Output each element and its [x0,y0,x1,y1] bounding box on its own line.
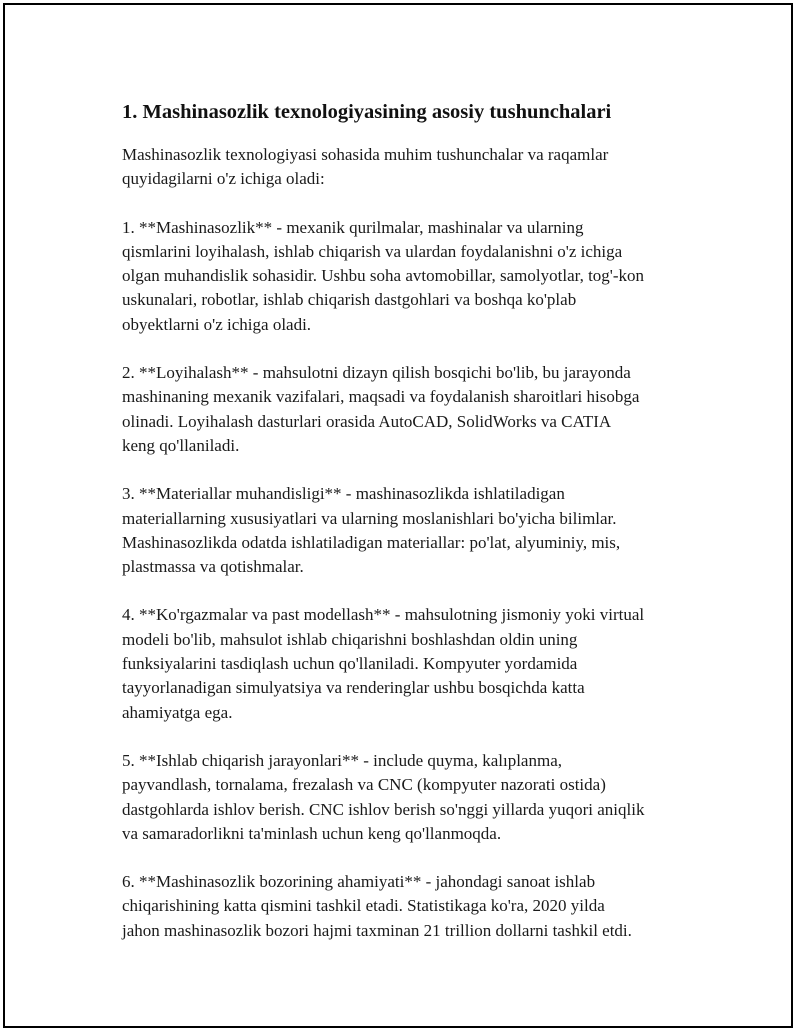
paragraph-line: mashinaning mexanik vazifalari, maqsadi va foydalanish sharoitlari hisobga [122,387,640,407]
paragraph-line: obyektlarni o'z ichiga oladi. [122,314,312,334]
paragraph-line: 2. **Loyihalash** - mahsulotni dizayn qilish bosqichi bo'lib, bu jarayonda [122,363,631,383]
intro-paragraph [122,143,682,192]
paragraph-line: jahon mashinasozlik bozori hajmi taxminan 21 trillion dollarni tashkil etdi. [122,920,632,940]
paragraph-line: materiallarning xususiyatlari va ularning moslanishlari bo'yicha bilimlar. [122,508,617,528]
paragraph-line: olinadi. Loyihalash dasturlari orasida AutoCAD, SolidWorks va CATIA [122,411,612,431]
paragraph-line: Mashinasozlikda odatda ishlatiladigan materiallar: po'lat, alyuminiy, mis, [122,532,621,552]
item-1-paragraph [122,216,682,337]
paragraph-line: uskunalari, robotlar, ishlab chiqarish dastgohlari va boshqa ko'plab [122,290,577,310]
paragraph-line: tayyorlanadigan simulyatsiya va renderinglar ushbu bosqichda katta [122,678,585,698]
paragraph-line: 4. **Ko'rgazmalar va past modellash** - mahsulotning jismoniy yoki virtual [122,605,645,625]
document-page [3,3,793,1028]
paragraph-line: payvandlash, tornalama, frezalash va CNC (kompyuter nazorati ostida) [122,775,606,795]
item-6-paragraph [122,870,682,943]
paragraph-line: 1. **Mashinasozlik** - mexanik qurilmalar, mashinalar va ularning [122,217,584,237]
paragraph-line: 3. **Materiallar muhandisligi** - mashinasozlikda ishlatiladigan [122,484,565,504]
paragraph-line: chiqarishining katta qismini tashkil etadi. Statistikaga ko'ra, 2020 yilda [122,896,605,916]
document-content [122,99,682,967]
item-5-paragraph [122,749,682,846]
paragraph-line: 6. **Mashinasozlik bozorining ahamiyati** - jahondagi sanoat ishlab [122,872,596,892]
item-2-paragraph [122,361,682,458]
paragraph-line: Mashinasozlik texnologiyasi sohasida muhim tushunchalar va raqamlar [122,145,609,164]
paragraph-line: dastgohlarda ishlov berish. CNC ishlov berish so'nggi yillarda yuqori aniqlik [122,799,645,819]
paragraph-line: keng qo'llaniladi. [122,435,240,455]
paragraph-line: plastmassa va qotishmalar. [122,557,304,577]
paragraph-line: modeli bo'lib, mahsulot ishlab chiqarishni boshlashdan oldin uning [122,629,578,649]
paragraph-line: qismlarini loyihalash, ishlab chiqarish va ulardan foydalanishni o'z ichiga [122,241,623,261]
paragraph-line: quyidagilarni o'z ichiga oladi: [122,169,325,189]
paragraph-line: ahamiyatga ega. [122,702,233,722]
section-heading: 1. Mashinasozlik texnologiyasining asosiy tushunchalari [122,101,612,123]
paragraph-line: 5. **Ishlab chiqarish jarayonlari** - include quyma, kalıplanma, [122,750,562,770]
item-4-paragraph [122,603,682,724]
paragraph-line: olgan muhandislik sohasidir. Ushbu soha avtomobillar, samolyotlar, tog'-kon [122,266,645,286]
paragraph-line: funksiyalarini tasdiqlash uchun qo'llaniladi. Kompyuter yordamida [122,654,578,674]
paragraph-line: va samaradorlikni ta'minlash uchun keng qo'llanmoqda. [122,823,502,843]
item-3-paragraph [122,482,682,579]
